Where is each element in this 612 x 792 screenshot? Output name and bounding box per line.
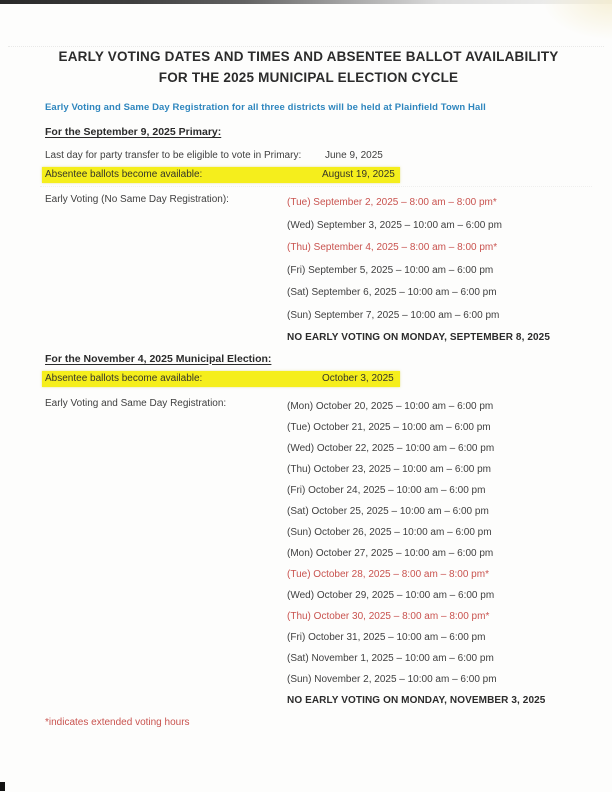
- party-transfer-value: June 9, 2025: [325, 150, 383, 161]
- early-voting-date-line: (Thu) October 30, 2025 – 8:00 am – 8:00 pm*: [287, 610, 490, 622]
- absentee-value: August 19, 2025: [322, 169, 395, 180]
- early-voting-label: Early Voting (No Same Day Registration):: [45, 194, 229, 205]
- absentee-label: Absentee ballots become available:: [45, 169, 203, 180]
- extended-hours-footnote: *indicates extended voting hours: [45, 716, 190, 728]
- early-voting-date-line: (Thu) September 4, 2025 – 8:00 am – 8:00 pm*: [287, 242, 498, 253]
- early-voting-date-line: (Thu) October 23, 2025 – 10:00 am – 6:00 pm: [287, 463, 492, 475]
- no-early-voting-line: NO EARLY VOTING ON MONDAY, NOVEMBER 3, 2025: [287, 694, 546, 706]
- early-voting-date-line: (Tue) October 28, 2025 – 8:00 am – 8:00 pm*: [287, 568, 489, 580]
- early-voting-date-line: (Sat) October 25, 2025 – 10:00 am – 6:00 pm: [287, 505, 489, 517]
- scan-corner-mark: [0, 782, 5, 791]
- early-voting-date-line: (Fri) October 31, 2025 – 10:00 am – 6:00 pm: [287, 631, 486, 643]
- party-transfer-row: [45, 149, 572, 163]
- section-municipal: [45, 352, 572, 711]
- title-line-1: EARLY VOTING DATES AND TIMES AND ABSENTEE BALLOT AVAILABILITY: [58, 49, 559, 64]
- early-voting-date-line: (Sun) September 7, 2025 – 10:00 am – 6:00 pm: [287, 309, 500, 321]
- early-voting-date-line: (Mon) October 27, 2025 – 10:00 am – 6:00 pm: [287, 547, 494, 559]
- early-voting-date-line: (Fri) September 5, 2025 – 10:00 am – 6:00 pm: [287, 264, 494, 276]
- no-early-voting-line: NO EARLY VOTING ON MONDAY, SEPTEMBER 8, 2025: [287, 332, 550, 343]
- early-voting-dates-primary: [287, 192, 572, 350]
- early-voting-date-line: (Wed) October 29, 2025 – 10:00 am – 6:00 pm: [287, 589, 495, 601]
- absentee-highlight-primary: [42, 167, 400, 183]
- early-voting-date-line: (Tue) October 21, 2025 – 10:00 am – 6:00 pm: [287, 421, 491, 433]
- early-voting-label: Early Voting and Same Day Registration:: [45, 397, 227, 409]
- early-voting-dates-municipal: [287, 396, 572, 711]
- section-heading-primary: For the September 9, 2025 Primary:: [45, 126, 222, 138]
- early-voting-block-municipal: [45, 396, 572, 711]
- early-voting-date-line: (Sun) November 2, 2025 – 10:00 am – 6:00 pm: [287, 673, 497, 685]
- document-title: [45, 46, 572, 88]
- early-voting-date-line: (Wed) October 22, 2025 – 10:00 am – 6:00 pm: [287, 442, 495, 454]
- early-voting-date-line: (Sat) November 1, 2025 – 10:00 am – 6:00 pm: [287, 652, 494, 664]
- early-voting-date-line: (Sat) September 6, 2025 – 10:00 am – 6:00 pm: [287, 287, 497, 298]
- absentee-value: October 3, 2025: [322, 372, 394, 384]
- absentee-label: Absentee ballots become available:: [45, 372, 203, 384]
- location-notice: Early Voting and Same Day Registration for all three districts will be held at Plainfield Town Hall: [45, 102, 486, 113]
- early-voting-date-line: (Tue) September 2, 2025 – 8:00 am – 8:00 pm*: [287, 197, 497, 208]
- party-transfer-label: Last day for party transfer to be eligible to vote in Primary:: [45, 150, 302, 161]
- early-voting-date-line: (Wed) September 3, 2025 – 10:00 am – 6:00 pm: [287, 219, 502, 231]
- absentee-highlight-municipal: [42, 371, 400, 387]
- section-primary: [45, 125, 572, 350]
- early-voting-date-line: (Fri) October 24, 2025 – 10:00 am – 6:00 pm: [287, 484, 486, 496]
- early-voting-date-line: (Sun) October 26, 2025 – 10:00 am – 6:00 pm: [287, 526, 492, 538]
- section-heading-municipal: For the November 4, 2025 Municipal Election:: [45, 352, 272, 365]
- early-voting-block-primary: [45, 192, 572, 350]
- early-voting-date-line: (Mon) October 20, 2025 – 10:00 am – 6:00 pm: [287, 400, 494, 412]
- title-line-2: FOR THE 2025 MUNICIPAL ELECTION CYCLE: [158, 70, 459, 85]
